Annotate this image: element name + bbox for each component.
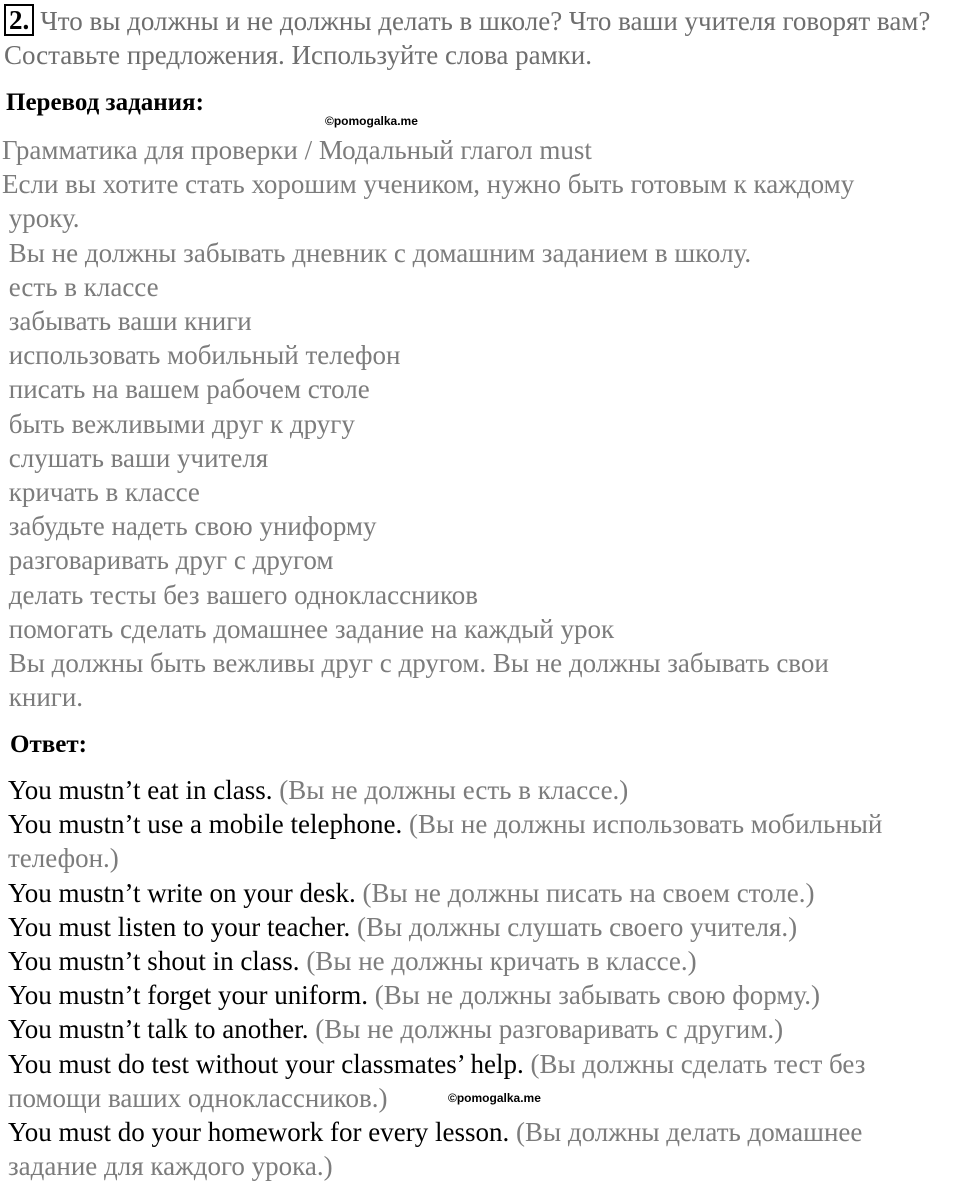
translation-line: Вы не должны забывать дневник с домашним заданием в школу. xyxy=(2,237,752,268)
answer-english: You must listen to your teacher. xyxy=(8,911,351,942)
translation-block xyxy=(2,133,957,714)
answer-english: You mustn’t eat in class. xyxy=(8,775,273,805)
answer-block xyxy=(8,773,958,1183)
answer-russian: (Вы не должны разговаривать с другим.) xyxy=(308,1014,784,1045)
answer-item xyxy=(8,944,958,978)
watermark-top: ©pomogalka.me xyxy=(325,114,418,128)
translation-line: забудьте надеть свою униформу xyxy=(2,511,377,542)
watermark-bottom: ©pomogalka.me xyxy=(448,1091,541,1105)
translation-line: быть вежливыми друг к другу xyxy=(2,408,355,439)
answer-item xyxy=(8,1012,958,1046)
translation-line: слушать ваши учителя xyxy=(2,442,269,473)
translation-line: Вы должны быть вежливы друг с другом. Вы не должны забывать свои xyxy=(2,648,829,679)
answer-russian: (Вы не должны есть в классе.) xyxy=(272,775,629,805)
translation-line: делать тесты без вашего одноклассников xyxy=(2,579,478,610)
translation-line: Грамматика для проверки / Модальный глагол must xyxy=(2,135,592,165)
translation-line: разговаривать друг с другом xyxy=(2,545,334,576)
translation-line: Если вы хотите стать хорошим учеником, нужно быть готовым к каждому xyxy=(2,169,855,200)
translation-line: писать на вашем рабочем столе xyxy=(2,374,370,405)
task-text: Что вы должны и не должны делать в школе? Что ваши учителя говорят вам? Составьте предложения. Используйте слова рамки. xyxy=(4,6,931,70)
answer-russian: (Вы должны сделать тест без помощи ваших одноклассников.) xyxy=(8,1048,866,1113)
answer-russian: (Вы не должны забывать свою форму.) xyxy=(368,980,820,1011)
answer-english: You mustn’t use a mobile telephone. xyxy=(8,809,403,840)
answer-english: You must do your homework for every lesson. xyxy=(8,1117,510,1148)
answer-russian: (Вы должны слушать своего учителя.) xyxy=(350,911,798,942)
translation-line: есть в классе xyxy=(2,271,159,302)
answer-russian: (Вы не должны кричать в классе.) xyxy=(299,946,697,977)
translation-heading: Перевод задания: xyxy=(6,89,204,116)
answer-heading: Ответ: xyxy=(10,731,87,758)
answer-item xyxy=(8,773,958,807)
translation-line: уроку. xyxy=(2,203,80,234)
answer-item xyxy=(8,910,958,944)
translation-line: помогать сделать домашнее задание на каждый урок xyxy=(2,613,615,644)
translation-line: забывать ваши книги xyxy=(2,306,252,337)
answer-english: You mustn’t write on your desk. xyxy=(8,877,356,908)
answer-english: You mustn’t forget your uniform. xyxy=(8,980,369,1011)
translation-line: кричать в классе xyxy=(2,477,200,508)
answer-english: You must do test without your classmates’ help. xyxy=(8,1048,524,1079)
answer-russian: (Вы не должны писать на своем столе.) xyxy=(355,877,815,908)
translation-line: книги. xyxy=(2,682,84,713)
answer-russian: (Вы должны делать домашнее задание для каждого урока.) xyxy=(8,1117,863,1182)
answer-english: You mustn’t shout in class. xyxy=(8,946,300,977)
answer-item xyxy=(8,876,958,910)
answer-item xyxy=(8,1115,958,1183)
answer-item xyxy=(8,978,958,1012)
task-number: 2. xyxy=(4,4,34,36)
task-header xyxy=(4,4,954,72)
answer-item xyxy=(8,807,958,875)
answer-english: You mustn’t talk to another. xyxy=(8,1014,309,1045)
answer-russian: (Вы не должны использовать мобильный телефон.) xyxy=(8,809,883,874)
translation-line: использовать мобильный телефон xyxy=(2,340,401,371)
